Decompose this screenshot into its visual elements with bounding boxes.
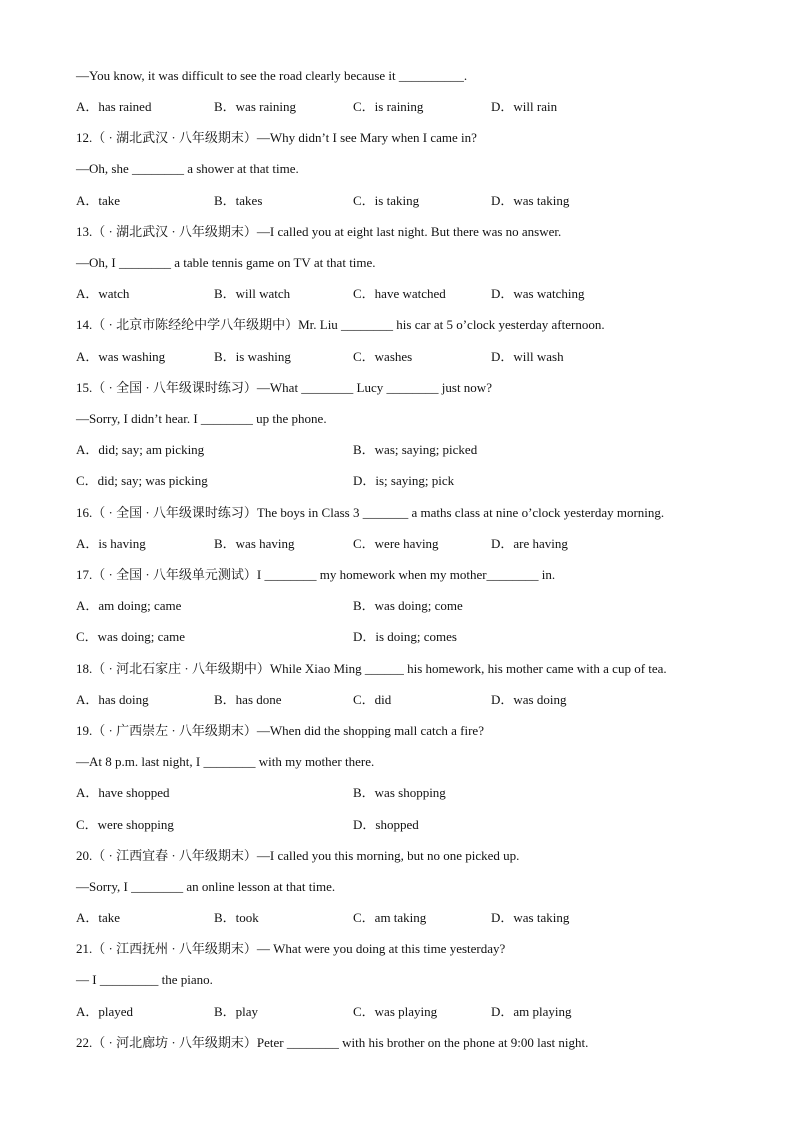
option-c: C．was playing (353, 1004, 438, 1019)
option-b: B．takes (214, 193, 263, 208)
option-c: C．is taking (353, 193, 420, 208)
option-d: D．was watching (491, 286, 585, 301)
option-b: B．will watch (214, 286, 291, 301)
option-c: C．am taking (353, 910, 427, 925)
option-a: A．was washing (76, 349, 166, 364)
option-b: B．play (214, 1004, 259, 1019)
question-12-reply: —Oh, she ________ a shower at that time. (76, 161, 299, 176)
question-12: 12.（ · 湖北武汉 · 八年级期末）—Why didn’t I see Mary when I came in? (76, 130, 477, 145)
question-13: 13.（ · 湖北武汉 · 八年级期末）—I called you at eight last night. But there was no answer. (76, 224, 562, 239)
option-d: D．was taking (491, 910, 570, 925)
option-b: B．was having (214, 536, 295, 551)
question-text: —You know, it was difficult to see the road clearly because it __________. (76, 68, 468, 83)
option-c: C．were shopping (76, 817, 174, 832)
question-16: 16.（ · 全国 · 八年级课时练习）The boys in Class 3 _______ a maths class at nine o’clock yesterday morning. (76, 505, 665, 520)
option-c: C．were having (353, 536, 439, 551)
option-b: B．took (214, 910, 259, 925)
option-c: C．washes (353, 349, 413, 364)
option-d: D．was doing (491, 692, 567, 707)
option-a: A．have shopped (76, 785, 170, 800)
option-c: C．is raining (353, 99, 424, 114)
option-a: A．did; say; am picking (76, 442, 205, 457)
option-c: C．did (353, 692, 392, 707)
option-d: D．shopped (353, 817, 419, 832)
option-a: A．am doing; came (76, 598, 182, 613)
question-19-reply: —At 8 p.m. last night, I ________ with my mother there. (76, 754, 375, 769)
option-a: A．take (76, 910, 121, 925)
question-22: 22.（ · 河北廊坊 · 八年级期末）Peter ________ with his brother on the phone at 9:00 last night. (76, 1035, 589, 1050)
option-d: D．is; saying; pick (353, 473, 455, 488)
question-18: 18.（ · 河北石家庄 · 八年级期中）While Xiao Ming ______ his homework, his mother came with a cup of tea. (76, 661, 667, 676)
question-21: 21.（ · 江西抚州 · 八年级期末）— What were you doing at this time yesterday? (76, 941, 506, 956)
option-d: D．are having (491, 536, 568, 551)
option-d: D．will rain (491, 99, 558, 114)
option-d: D．am playing (491, 1004, 572, 1019)
question-21-reply: — I _________ the piano. (76, 972, 213, 987)
option-a: A．watch (76, 286, 130, 301)
option-a: A．played (76, 1004, 134, 1019)
option-d: D．was taking (491, 193, 570, 208)
option-d: D．is doing; comes (353, 629, 457, 644)
option-b: B．was shopping (353, 785, 446, 800)
option-c: C．did; say; was picking (76, 473, 208, 488)
question-19: 19.（ · 广西崇左 · 八年级期末）—When did the shopping mall catch a fire? (76, 723, 484, 738)
option-c: C．was doing; came (76, 629, 186, 644)
question-17: 17.（ · 全国 · 八年级单元测试）I ________ my homework when my mother________ in. (76, 567, 556, 582)
question-20-reply: —Sorry, I ________ an online lesson at that time. (76, 879, 336, 894)
option-a: A．is having (76, 536, 146, 551)
option-a: A．take (76, 193, 121, 208)
option-b: B．has done (214, 692, 282, 707)
option-d: D．will wash (491, 349, 564, 364)
option-a: A．has doing (76, 692, 149, 707)
option-b: B．was; saying; picked (353, 442, 478, 457)
question-15-reply: —Sorry, I didn’t hear. I ________ up the phone. (76, 411, 327, 426)
option-b: B．was doing; come (353, 598, 463, 613)
option-b: B．is washing (214, 349, 291, 364)
option-a: A．has rained (76, 99, 152, 114)
option-c: C．have watched (353, 286, 446, 301)
option-b: B．was raining (214, 99, 296, 114)
question-15: 15.（ · 全国 · 八年级课时练习）—What ________ Lucy ________ just now? (76, 380, 492, 395)
question-13-reply: —Oh, I ________ a table tennis game on TV at that time. (76, 255, 376, 270)
question-14: 14.（ · 北京市陈经纶中学八年级期中）Mr. Liu ________ his car at 5 o’clock yesterday afternoon. (76, 317, 605, 332)
question-20: 20.（ · 江西宜春 · 八年级期末）—I called you this morning, but no one picked up. (76, 848, 520, 863)
